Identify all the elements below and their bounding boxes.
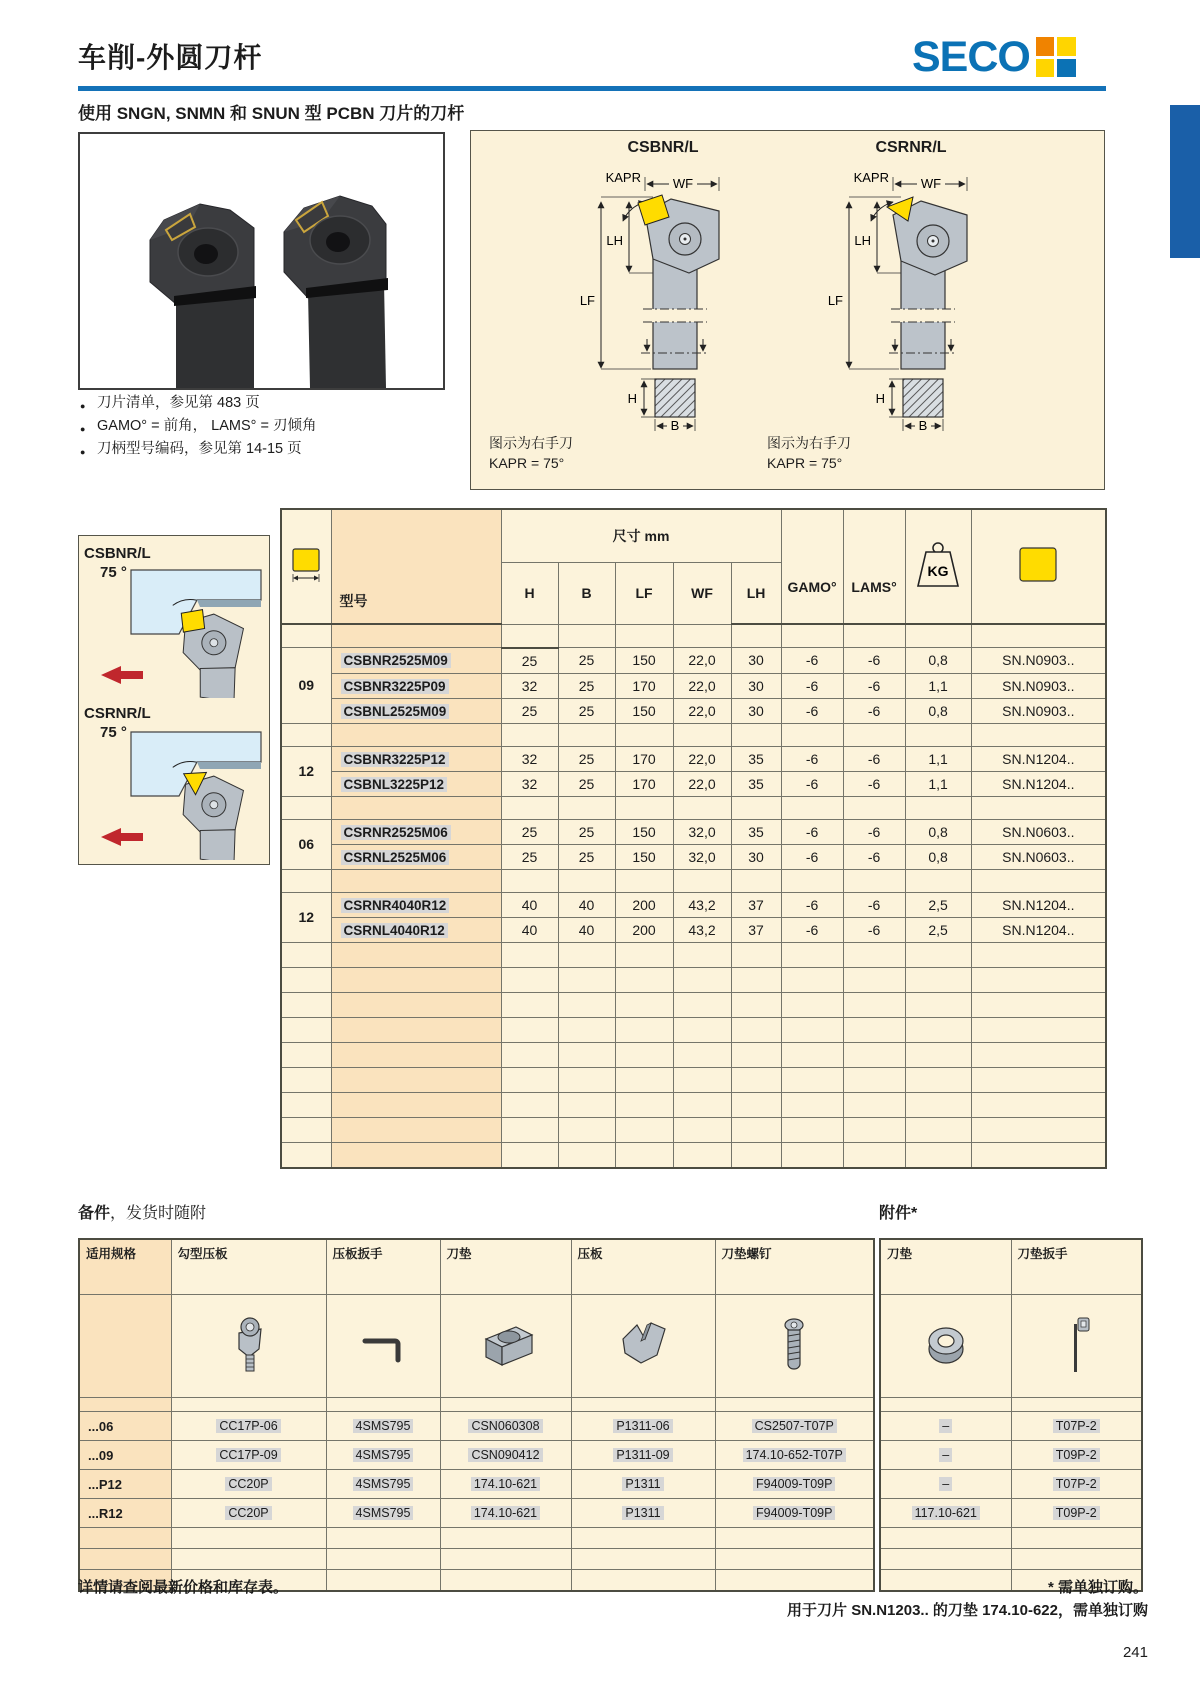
legend-csrnr-name: CSRNR/L [84, 705, 151, 722]
h-label: H [875, 391, 885, 406]
lh-value: 37 [731, 917, 781, 942]
kg-value: 0,8 [905, 698, 971, 723]
dimension-diagram-panel [470, 130, 1105, 490]
toolholder-right [284, 196, 388, 388]
legend-csbnr-angle: 75 ° [100, 564, 127, 581]
spares-row [79, 1499, 874, 1528]
hook-clamp-header: 勾型压板 [171, 1239, 326, 1295]
part-number: P1311 [622, 1477, 663, 1491]
page-subtitle: 使用 SNGN, SNMN 和 SNUN 型 PCBN 刀片的刀杆 [78, 104, 465, 123]
b-value: 25 [558, 648, 615, 674]
shim-icon [474, 1313, 538, 1377]
kg-value: 1,1 [905, 771, 971, 796]
lams-value: -6 [843, 892, 905, 917]
table-row [281, 771, 1106, 796]
gamo-value: -6 [781, 698, 843, 723]
model-number: CSBNR3225P12 [341, 752, 449, 767]
insert-code: SN.N0903.. [971, 698, 1106, 723]
accessories-row [880, 1412, 1142, 1441]
part-number: 4SMS795 [353, 1448, 414, 1462]
shim-wrench-icon [1044, 1310, 1108, 1380]
shim-icon-cell [440, 1295, 571, 1398]
spec-label: ...R12 [79, 1499, 171, 1528]
seco-logo-text: SECO [912, 33, 1030, 81]
seco-logo [912, 33, 1076, 81]
lams-value: -6 [843, 746, 905, 771]
spec-label: ...P12 [79, 1470, 171, 1499]
diagram-csrnr-title: CSRNR/L [875, 139, 947, 156]
part-number: CS2507-T07P [752, 1419, 837, 1433]
table-row [281, 673, 1106, 698]
accessories-table [879, 1238, 1143, 1592]
application-legend-panel [78, 535, 270, 865]
kapr-label: KAPR [853, 170, 889, 185]
table-row [281, 746, 1106, 771]
note-angles: ● GAMO° = 前角， LAMS° = 刃倾角 [80, 415, 316, 437]
lh-label: LH [606, 233, 623, 248]
part-number: CC17P-06 [216, 1419, 280, 1433]
h-value: 25 [501, 819, 558, 844]
h-value: 32 [501, 673, 558, 698]
header-rule [78, 86, 1106, 91]
model-number: CSRNL4040R12 [341, 923, 448, 938]
kg-value: 1,1 [905, 746, 971, 771]
accessories-section-title: 附件* [879, 1205, 918, 1222]
section-tab [1170, 105, 1200, 258]
size-group-label: 12 [281, 746, 331, 796]
wf-label: WF [920, 176, 942, 191]
table-row [281, 819, 1106, 844]
feed-direction-arrow [101, 828, 143, 846]
lf-value: 200 [615, 917, 673, 942]
part-number: – [939, 1477, 952, 1491]
part-number: CC17P-09 [216, 1448, 280, 1462]
model-number: CSBNR2525M09 [341, 653, 451, 668]
hook-clamp-icon [219, 1313, 279, 1377]
hex-wrench-icon-cell [326, 1295, 440, 1398]
csbnr-kapr-caption: KAPR = 75° [489, 455, 565, 471]
kg-value: 2,5 [905, 892, 971, 917]
part-number: F94009-T09P [753, 1477, 835, 1491]
lh-value: 35 [731, 819, 781, 844]
b-value: 25 [558, 673, 615, 698]
part-number: – [939, 1419, 952, 1433]
wf-value: 32,0 [673, 844, 731, 869]
h-value: 40 [501, 917, 558, 942]
kg-value: 0,8 [905, 844, 971, 869]
lf-column-header: LF [615, 563, 673, 625]
part-number: 174.10-621 [471, 1477, 540, 1491]
footer-note-1: * 需单独订购。 [1047, 1579, 1148, 1596]
toolholder-dimensions-table [280, 508, 1107, 1169]
shim-screw-header: 刀垫螺钉 [715, 1239, 874, 1295]
lh-value: 30 [731, 844, 781, 869]
kg-value: 2,5 [905, 917, 971, 942]
kg-label: KG [927, 563, 949, 579]
size-group-label: 12 [281, 892, 331, 942]
b-column-header: B [558, 563, 615, 625]
part-number: 4SMS795 [353, 1477, 414, 1491]
spares-section-title [78, 1200, 206, 1223]
model-number: CSBNL2525M09 [341, 704, 450, 719]
part-number: 174.10-621 [471, 1506, 540, 1520]
page-number: 241 [1122, 1644, 1148, 1661]
lf-label: LF [827, 293, 843, 308]
shim-wrench-icon-cell [1011, 1295, 1142, 1398]
insert-shape-header [971, 509, 1106, 624]
part-number: CC20P [225, 1506, 271, 1520]
wf-value: 22,0 [673, 698, 731, 723]
gamo-value: -6 [781, 673, 843, 698]
size-group-label: 06 [281, 819, 331, 869]
clamp-icon-cell [571, 1295, 715, 1398]
lams-value: -6 [843, 673, 905, 698]
b-value: 25 [558, 771, 615, 796]
kapr-label: KAPR [605, 170, 641, 185]
insert-code: SN.N1204.. [971, 771, 1106, 796]
csrnr-dimension-drawing [761, 157, 1061, 435]
footer-price-note: 详情请查阅最新价格和库存表。 [78, 1579, 289, 1596]
model-number: CSRNL2525M06 [341, 850, 450, 865]
acc-shim-header: 刀垫 [880, 1239, 1011, 1295]
table-row [281, 844, 1106, 869]
clamp-icon [611, 1313, 675, 1377]
shim-screw-icon [764, 1313, 824, 1377]
lams-value: -6 [843, 844, 905, 869]
model-number: CSRNR4040R12 [341, 898, 450, 913]
lh-column-header: LH [731, 563, 781, 625]
weight-kg-icon [915, 540, 961, 590]
gamo-value: -6 [781, 648, 843, 674]
part-number: P1311 [622, 1506, 663, 1520]
wf-value: 22,0 [673, 746, 731, 771]
page-title: 车削-外圆刀杆 [78, 42, 263, 73]
accessories-row [880, 1470, 1142, 1499]
spec-label: ...06 [79, 1412, 171, 1441]
csbnr-caption: 图示为右手刀 [489, 435, 573, 451]
diagram-csrnr [761, 139, 1061, 435]
shim-header: 刀垫 [440, 1239, 571, 1295]
seco-logo-icon [1036, 37, 1076, 77]
lams-value: -6 [843, 648, 905, 674]
insert-code: SN.N1204.. [971, 746, 1106, 771]
spares-row [79, 1412, 874, 1441]
insert-size-header-cell [281, 509, 331, 624]
kg-value: 0,8 [905, 819, 971, 844]
gamo-value: -6 [781, 917, 843, 942]
part-number: CSN060308 [468, 1419, 542, 1433]
spares-row [79, 1470, 874, 1499]
lams-value: -6 [843, 698, 905, 723]
h-value: 32 [501, 771, 558, 796]
b-label: B [918, 418, 928, 433]
kg-value: 0,8 [905, 648, 971, 674]
product-photo [78, 132, 445, 390]
h-value: 25 [501, 648, 558, 674]
dimensions-header: 尺寸 mm [501, 509, 781, 563]
part-number: T07P-2 [1053, 1419, 1100, 1433]
h-label: H [627, 391, 637, 406]
shim-screw-icon-cell [715, 1295, 874, 1398]
legend-csrnr-angle: 75 ° [100, 724, 127, 741]
lh-value: 35 [731, 746, 781, 771]
spares-title-rest: ，发货时随附 [110, 1205, 207, 1222]
gamo-column-header: GAMO° [781, 509, 843, 624]
h-value: 25 [501, 698, 558, 723]
lh-value: 30 [731, 698, 781, 723]
model-number: CSBNL3225P12 [341, 777, 448, 792]
note-coding: ● 刀柄型号编码，参见第 14-15 页 [80, 438, 316, 460]
gamo-value: -6 [781, 771, 843, 796]
b-label: B [670, 418, 680, 433]
lf-value: 150 [615, 844, 673, 869]
footer-order-notes [787, 1576, 1148, 1622]
spares-title-bold: 备件 [78, 1205, 111, 1222]
part-number: T07P-2 [1053, 1477, 1100, 1491]
csbnr-application-drawing [79, 556, 269, 698]
wf-value: 22,0 [673, 771, 731, 796]
b-value: 25 [558, 698, 615, 723]
wf-value: 32,0 [673, 819, 731, 844]
insert-code: SN.N0603.. [971, 844, 1106, 869]
hook-clamp-icon-cell [171, 1295, 326, 1398]
lh-value: 30 [731, 648, 781, 674]
b-value: 25 [558, 746, 615, 771]
feed-direction-arrow [101, 666, 143, 684]
table-row [281, 892, 1106, 917]
accessories-row [880, 1441, 1142, 1470]
table-row [281, 917, 1106, 942]
part-number: 4SMS795 [353, 1506, 414, 1520]
csrnr-caption: 图示为右手刀 [767, 435, 851, 451]
spares-table [78, 1238, 875, 1592]
insert-code: SN.N1204.. [971, 917, 1106, 942]
b-value: 40 [558, 917, 615, 942]
lf-value: 150 [615, 648, 673, 674]
lf-label: LF [579, 293, 595, 308]
wf-value: 22,0 [673, 673, 731, 698]
lh-value: 30 [731, 673, 781, 698]
hex-wrench-icon [353, 1313, 413, 1377]
footer-note-2: 用于刀片 SN.N1203.. 的刀垫 174.10-622，需单独订购 [787, 1602, 1148, 1619]
h-value: 32 [501, 746, 558, 771]
part-number: P1311-06 [613, 1419, 672, 1433]
part-number: 174.10-652-T07P [743, 1448, 846, 1462]
weight-column-header [905, 509, 971, 624]
insert-code: SN.N0603.. [971, 819, 1106, 844]
round-shim-icon [914, 1313, 978, 1377]
round-shim-icon-cell [880, 1295, 1011, 1398]
lf-value: 170 [615, 771, 673, 796]
lf-value: 150 [615, 698, 673, 723]
csrnr-application-drawing [79, 718, 269, 860]
lams-value: -6 [843, 819, 905, 844]
gamo-value: -6 [781, 844, 843, 869]
wf-value: 43,2 [673, 917, 731, 942]
table-row [281, 648, 1106, 674]
lams-value: -6 [843, 771, 905, 796]
model-column-header: 型号 [331, 509, 501, 624]
wf-label: WF [672, 176, 694, 191]
wf-value: 22,0 [673, 648, 731, 674]
accessories-row [880, 1499, 1142, 1528]
insert-code: SN.N0903.. [971, 673, 1106, 698]
size-group-label: 09 [281, 648, 331, 724]
lf-value: 150 [615, 819, 673, 844]
insert-code: SN.N0903.. [971, 648, 1106, 674]
note-inserts: ● 刀片清单，参见第 483 页 [80, 392, 316, 414]
h-value: 25 [501, 844, 558, 869]
b-value: 40 [558, 892, 615, 917]
lams-value: -6 [843, 917, 905, 942]
gamo-value: -6 [781, 892, 843, 917]
csrnr-kapr-caption: KAPR = 75° [767, 455, 843, 471]
insert-size-icon [288, 546, 324, 584]
part-number: F94009-T09P [753, 1506, 835, 1520]
acc-shim-wrench-header: 刀垫扳手 [1011, 1239, 1142, 1295]
part-number: – [939, 1448, 952, 1462]
diagram-csbnr-title: CSBNR/L [627, 139, 699, 156]
toolholder-left [150, 204, 256, 388]
table-row [281, 698, 1106, 723]
insert-code: SN.N1204.. [971, 892, 1106, 917]
part-number: T09P-2 [1053, 1448, 1100, 1462]
gamo-value: -6 [781, 746, 843, 771]
part-number: T09P-2 [1053, 1506, 1100, 1520]
b-value: 25 [558, 844, 615, 869]
h-column-header: H [501, 563, 558, 625]
part-number: 117.10-621 [912, 1506, 980, 1520]
h-value: 40 [501, 892, 558, 917]
kg-value: 1,1 [905, 673, 971, 698]
lh-label: LH [854, 233, 871, 248]
lf-value: 200 [615, 892, 673, 917]
toolholder-photo-drawing [80, 134, 443, 388]
spares-row [79, 1441, 874, 1470]
clamp-wrench-header: 压板扳手 [326, 1239, 440, 1295]
part-number: CC20P [225, 1477, 271, 1491]
notes-list [80, 392, 316, 461]
lf-value: 170 [615, 746, 673, 771]
lh-value: 35 [731, 771, 781, 796]
spec-label: ...09 [79, 1441, 171, 1470]
wf-value: 43,2 [673, 892, 731, 917]
lf-value: 170 [615, 673, 673, 698]
lams-column-header: LAMS° [843, 509, 905, 624]
part-number: P1311-09 [613, 1448, 672, 1462]
insert-shape-icon [1016, 546, 1060, 584]
legend-csbnr-name: CSBNR/L [84, 545, 151, 562]
wf-column-header: WF [673, 563, 731, 625]
model-number: CSBNR3225P09 [341, 679, 449, 694]
b-value: 25 [558, 819, 615, 844]
spec-column-header: 适用规格 [79, 1239, 171, 1295]
lh-value: 37 [731, 892, 781, 917]
part-number: CSN090412 [468, 1448, 542, 1462]
gamo-value: -6 [781, 819, 843, 844]
clamp-header: 压板 [571, 1239, 715, 1295]
model-number: CSRNR2525M06 [341, 825, 451, 840]
part-number: 4SMS795 [353, 1419, 414, 1433]
